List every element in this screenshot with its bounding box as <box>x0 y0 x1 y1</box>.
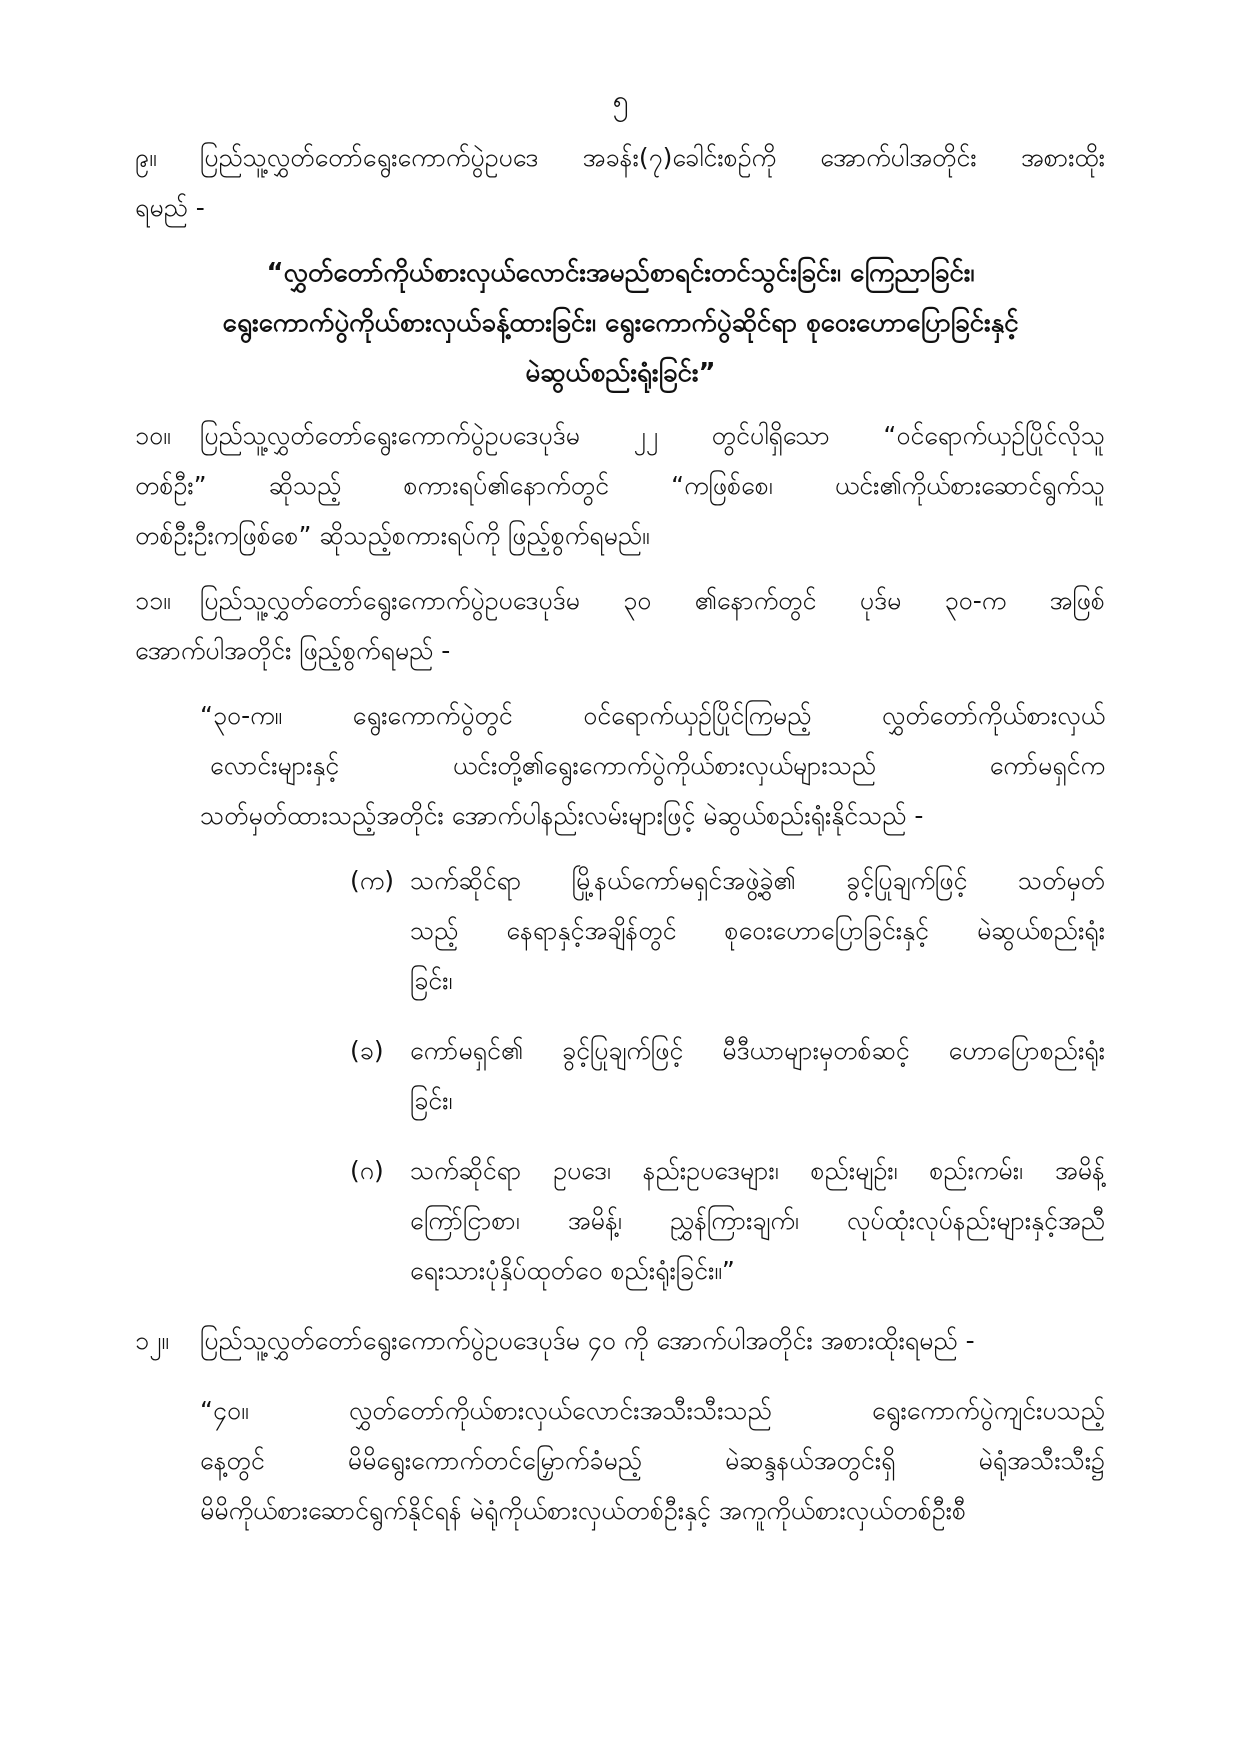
paragraph-line: လောင်းများနှင့် ယင်းတို့၏ရွေးကောက်ပွဲကိုယ်စားလှယ်များသည် ကော်မရှင်က <box>210 751 1105 780</box>
paragraph-line: သည့် နေရာနှင့်အချိန်တွင် စုဝေးဟောပြောခြင်းနှင့် မဲဆွယ်စည်းရုံး <box>410 916 1105 945</box>
paragraph-line: သတ်မှတ်ထားသည့်အတိုင်း အောက်ပါနည်းလမ်းများဖြင့် မဲဆွယ်စည်းရုံးနိုင်သည် - <box>200 801 924 830</box>
section-number: ၁၂။ <box>135 1326 169 1355</box>
paragraph-line: သက်ဆိုင်ရာ ဥပဒေ၊ နည်းဥပဒေများ၊ စည်းမျဉ်း၊ စည်းကမ်း၊ အမိန့် <box>410 1156 1105 1185</box>
paragraph-line: နေ့တွင် မိမိရွေးကောက်တင်မြှောက်ခံမည့် မဲဆန္ဒနယ်အတွင်းရှိ မဲရုံအသီးသီး၌ <box>200 1446 1105 1475</box>
paragraph-line: “၄၀။ လွှတ်တော်ကိုယ်စားလှယ်လောင်းအသီးသီးသည် ရွေးကောက်ပွဲကျင်းပသည့် <box>200 1396 1105 1425</box>
paragraph-line: ကော်မရှင်၏ ခွင့်ပြုချက်ဖြင့် မီဒီယာများမှတစ်ဆင့် ဟောပြောစည်းရုံး <box>410 1036 1105 1065</box>
page-number: ၅ <box>612 84 629 117</box>
paragraph-line: မိမိကိုယ်စားဆောင်ရွက်နိုင်ရန် မဲရုံကိုယ်စားလှယ်တစ်ဦးနှင့် အကူကိုယ်စားလှယ်တစ်ဦးစီ <box>200 1496 967 1525</box>
heading-line: “လွှတ်တော်ကိုယ်စားလှယ်လောင်းအမည်စာရင်းတင်သွင်းခြင်း၊ ကြေညာခြင်း၊ <box>266 258 975 288</box>
section-number: ၁၀။ <box>135 421 171 450</box>
paragraph-line: ပြည်သူ့လွှတ်တော်ရွေးကောက်ပွဲဥပဒေပုဒ်မ ၄၀ ကို အောက်ပါအတိုင်း အစားထိုးရမည် - <box>200 1326 975 1355</box>
paragraph-line: အောက်ပါအတိုင်း ဖြည့်စွက်ရမည် - <box>135 636 451 665</box>
paragraph-line: “၃၀-က။ ရွေးကောက်ပွဲတွင် ဝင်ရောက်ယှဉ်ပြိုင်ကြမည့် လွှတ်တော်ကိုယ်စားလှယ် <box>200 701 1105 730</box>
section-number: ၉။ <box>135 143 157 172</box>
paragraph-line: ရမည် - <box>135 193 205 222</box>
paragraph-line: ပြည်သူ့လွှတ်တော်ရွေးကောက်ပွဲဥပဒေ အခန်း(၇)ခေါင်းစဉ်ကို အောက်ပါအတိုင်း အစားထိုး <box>200 143 1105 172</box>
clause-mark: (ဂ) <box>350 1156 384 1185</box>
paragraph-line: သက်ဆိုင်ရာ မြို့နယ်ကော်မရှင်အဖွဲ့ခွဲ၏ ခွင့်ပြုချက်ဖြင့် သတ်မှတ် <box>410 866 1105 895</box>
paragraph-line: ပြည်သူ့လွှတ်တော်ရွေးကောက်ပွဲဥပဒေပုဒ်မ ၃၀ ၏နောက်တွင် ပုဒ်မ ၃၀-က အဖြစ် <box>200 586 1105 615</box>
heading-line: ရွေးကောက်ပွဲကိုယ်စားလှယ်ခန့်ထားခြင်း၊ ရွေးကောက်ပွဲဆိုင်ရာ စုဝေးဟောပြောခြင်းနှင့် <box>222 308 1019 338</box>
heading-line: မဲဆွယ်စည်းရုံးခြင်း” <box>525 358 716 388</box>
section-number: ၁၁။ <box>135 586 171 615</box>
paragraph-line: ခြင်း၊ <box>410 1086 453 1115</box>
paragraph-line: ပြည်သူ့လွှတ်တော်ရွေးကောက်ပွဲဥပဒေပုဒ်မ ၂၂ တွင်ပါရှိသော “ဝင်ရောက်ယှဉ်ပြိုင်လိုသူ <box>200 421 1105 450</box>
paragraph-line: ရေးသားပုံနှိပ်ထုတ်ဝေ စည်းရုံးခြင်း။” <box>410 1256 735 1285</box>
paragraph-line: ကြော်ငြာစာ၊ အမိန့်၊ ညွှန်ကြားချက်၊ လုပ်ထုံးလုပ်နည်းများနှင့်အညီ <box>410 1206 1105 1235</box>
clause-mark: (ခ) <box>350 1036 384 1065</box>
paragraph-line: ခြင်း၊ <box>410 966 453 995</box>
clause-mark: (က) <box>350 866 394 895</box>
paragraph-line: တစ်ဦးဦးကဖြစ်စေ” ဆိုသည့်စကားရပ်ကို ဖြည့်စွက်ရမည်။ <box>135 521 650 550</box>
paragraph-line: တစ်ဦး” ဆိုသည့် စကားရပ်၏နောက်တွင် “ကဖြစ်စေ၊ ယင်း၏ကိုယ်စားဆောင်ရွက်သူ <box>135 471 1105 500</box>
